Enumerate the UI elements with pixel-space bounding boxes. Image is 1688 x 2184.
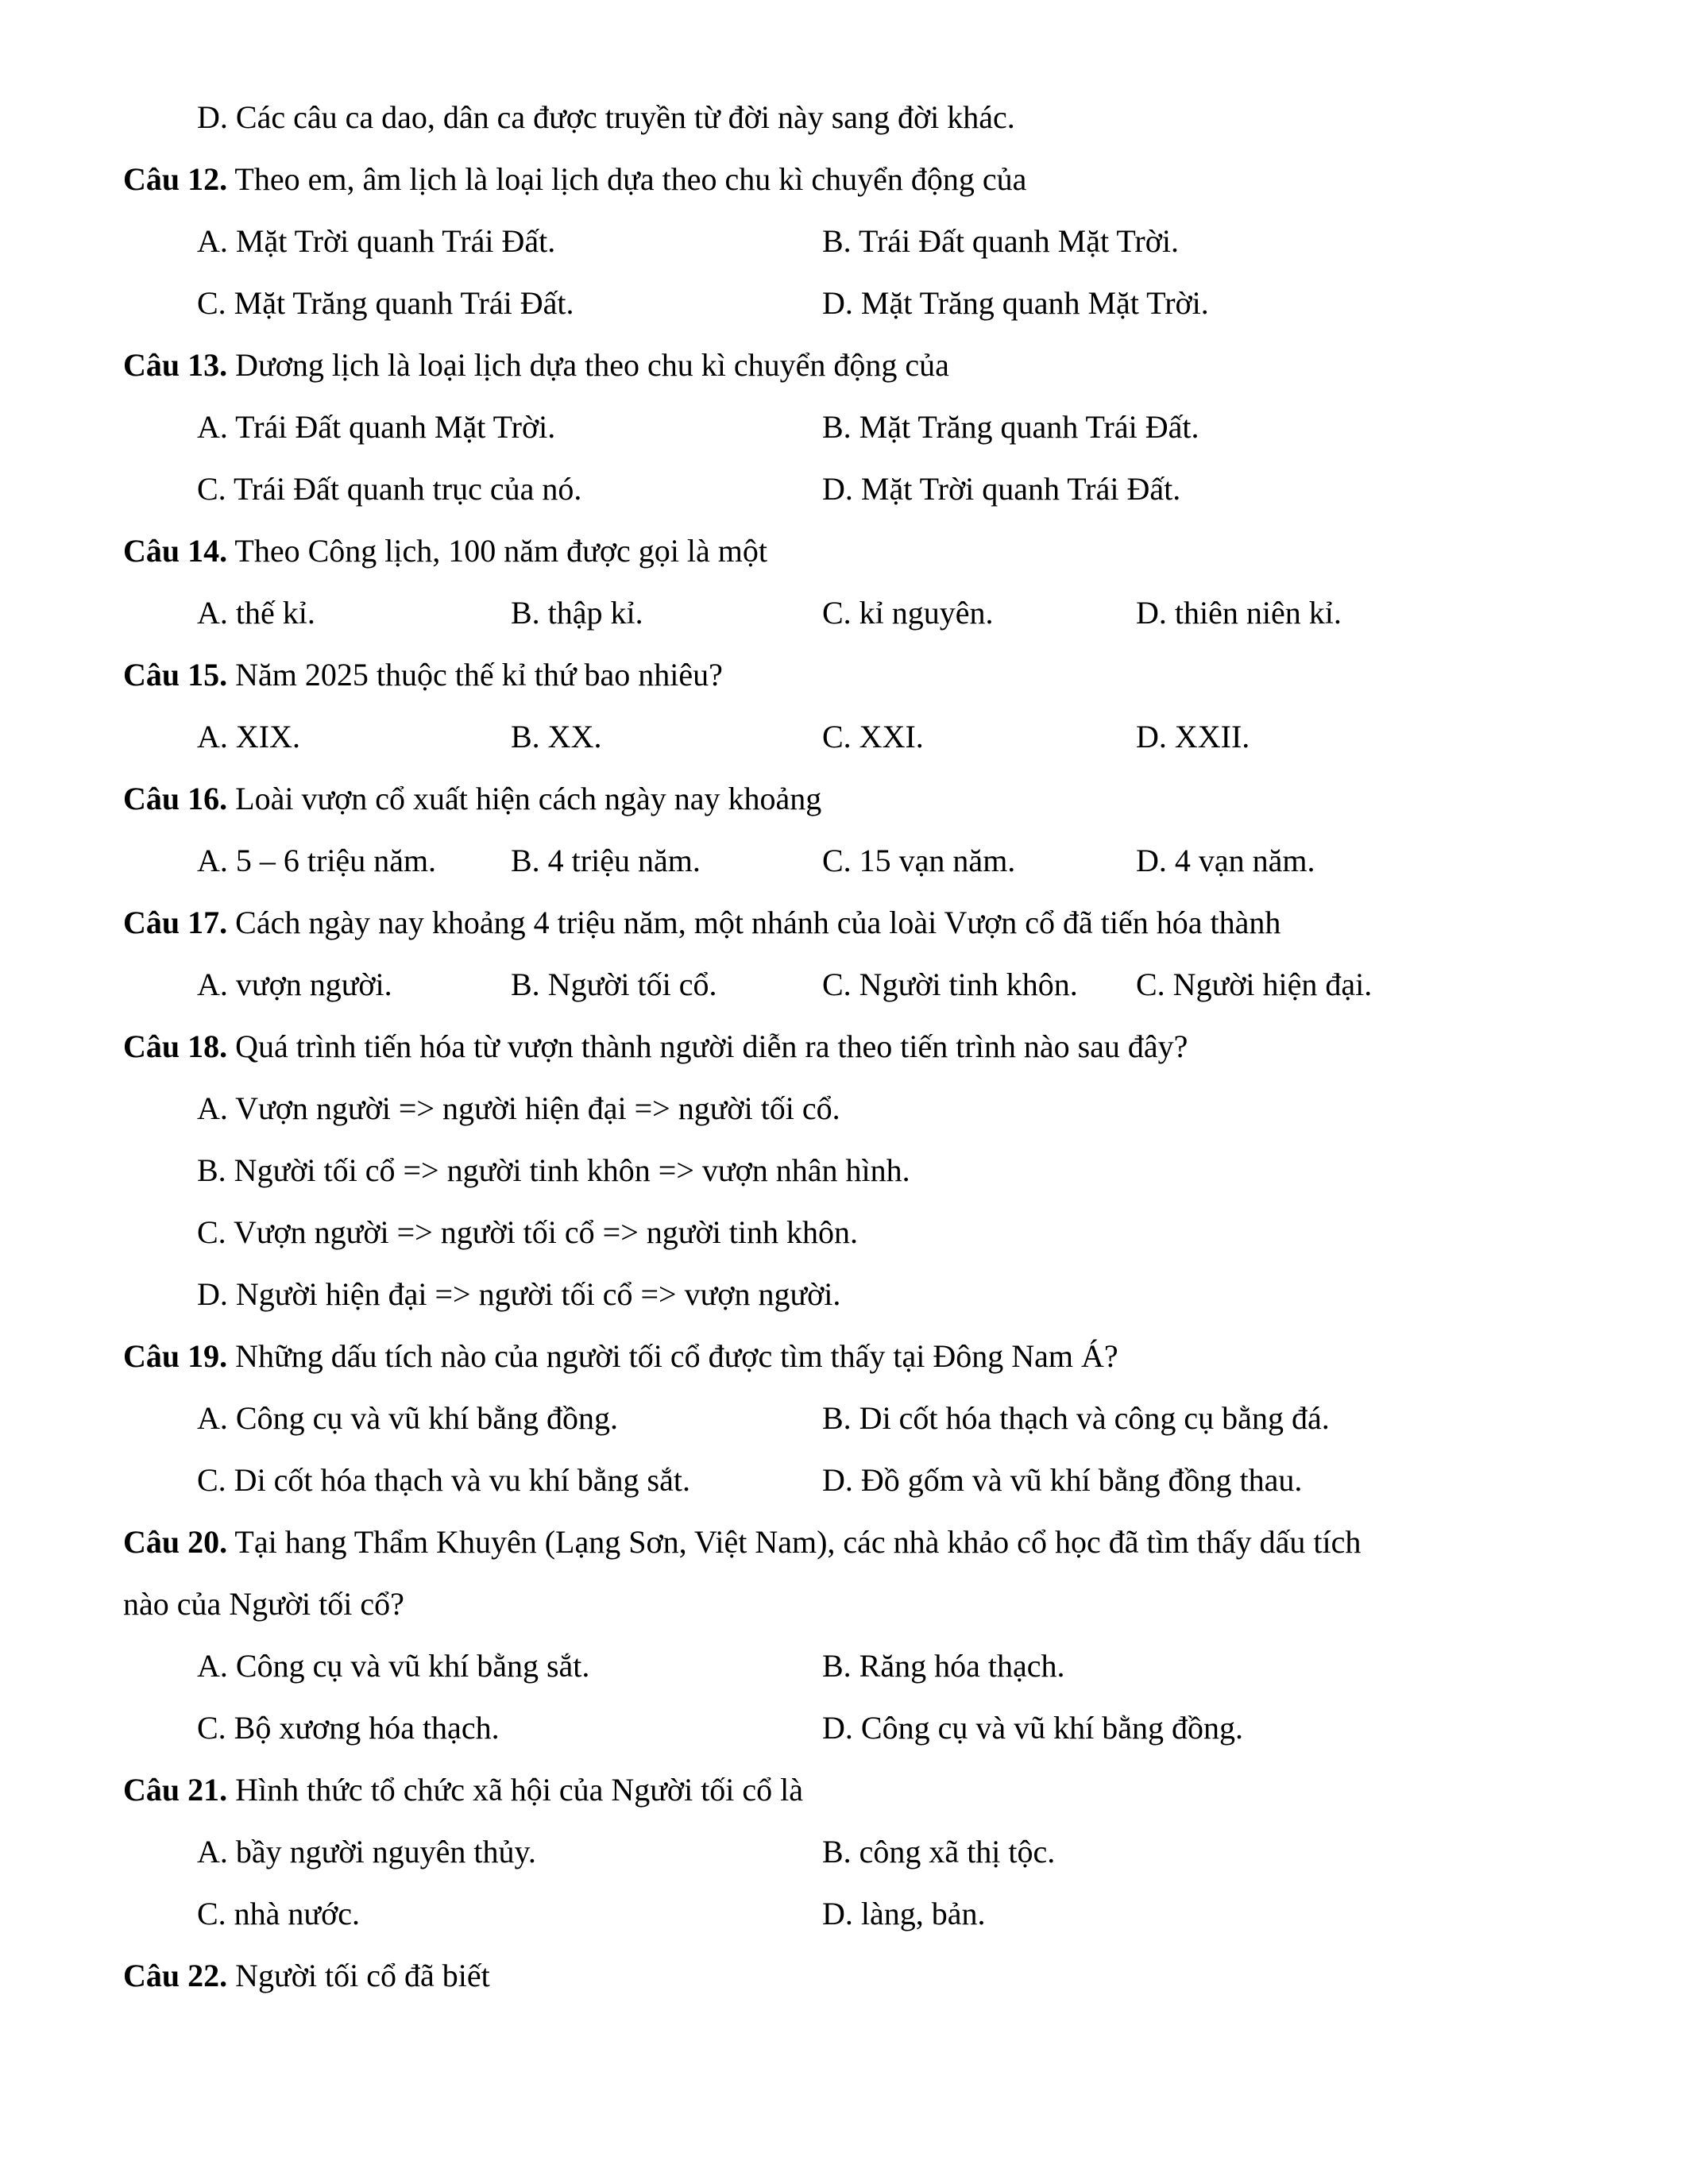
question-text: Hình thức tổ chức xã hội của Người tối cổ là [227, 1772, 804, 1808]
answer-option: D. 4 vạn năm. [1136, 843, 1315, 878]
question-number: Câu 21. [123, 1772, 228, 1808]
question-text: Tại hang Thẩm Khuyên (Lạng Sơn, Việt Nam), các nhà khảo cổ học đã tìm thấy dấu tích [227, 1524, 1362, 1560]
question-number: Câu 14. [123, 533, 228, 569]
answer-option: B. Mặt Trăng quanh Trái Đất. [822, 409, 1199, 445]
question-text: Cách ngày nay khoảng 4 triệu năm, một nhánh của loài Vượn cổ đã tiến hóa thành [227, 905, 1281, 940]
answer-option: D. Người hiện đại => người tối cổ => vượn người. [197, 1276, 841, 1312]
answer-option: D. Đồ gốm và vũ khí bằng đồng thau. [822, 1462, 1303, 1498]
question-stem [123, 901, 1280, 945]
question-number: Câu 13. [123, 347, 228, 383]
answer-option: A. XIX. [197, 719, 300, 754]
question-number: Câu 12. [123, 161, 228, 197]
answer-option: C. Di cốt hóa thạch và vu khí bằng sắt. [197, 1462, 690, 1498]
answer-option: C. kỉ nguyên. [822, 595, 994, 631]
answer-option: C. Người hiện đại. [1136, 967, 1373, 1002]
answer-option: B. Trái Đất quanh Mặt Trời. [822, 223, 1180, 259]
question-stem [123, 1768, 803, 1812]
question-number: Câu 20. [123, 1524, 228, 1560]
question-text: Dương lịch là loại lịch dựa theo chu kì chuyển động của [227, 347, 949, 383]
question-stem [123, 1954, 490, 1998]
question-text: Những dấu tích nào của người tối cổ được tìm thấy tại Đông Nam Á? [227, 1338, 1118, 1374]
answer-option: D. thiên niên kỉ. [1136, 595, 1342, 631]
answer-option: C. 15 vạn năm. [822, 843, 1016, 878]
question-number: Câu 16. [123, 781, 228, 816]
answer-option: C. nhà nước. [197, 1896, 361, 1931]
question-stem [123, 1334, 1118, 1379]
answer-option: D. Mặt Trăng quanh Mặt Trời. [822, 285, 1209, 321]
answer-option: B. XX. [511, 719, 602, 754]
answer-option: B. 4 triệu năm. [511, 843, 701, 878]
answer-option: D. Công cụ và vũ khí bằng đồng. [822, 1710, 1243, 1746]
answer-option: B. Di cốt hóa thạch và công cụ bằng đá. [822, 1400, 1330, 1436]
answer-option: B. Răng hóa thạch. [822, 1648, 1065, 1684]
question-stem [123, 777, 821, 821]
lead-option: D. Các câu ca dao, dân ca được truyền từ đời này sang đời khác. [197, 99, 1015, 135]
answer-option: C. Vượn người => người tối cổ => người tinh khôn. [197, 1214, 858, 1250]
answer-option: A. thế kỉ. [197, 595, 315, 631]
answer-option: A. Công cụ và vũ khí bằng đồng. [197, 1400, 618, 1436]
answer-option: D. Mặt Trời quanh Trái Đất. [822, 471, 1181, 507]
answer-option: C. Trái Đất quanh trục của nó. [197, 471, 582, 507]
question-text: Quá trình tiến hóa từ vượn thành người diễn ra theo tiến trình nào sau đây? [227, 1028, 1188, 1064]
question-text: Loài vượn cổ xuất hiện cách ngày nay khoảng [227, 781, 822, 816]
answer-option: C. Người tinh khôn. [822, 967, 1078, 1002]
answer-option: C. Mặt Trăng quanh Trái Đất. [197, 285, 574, 321]
question-text: Năm 2025 thuộc thế kỉ thứ bao nhiêu? [227, 657, 723, 693]
answer-option: B. Người tối cổ. [511, 967, 717, 1002]
question-number: Câu 19. [123, 1338, 228, 1374]
question-stem [123, 1024, 1188, 1069]
question-stem [123, 343, 949, 388]
answer-option: C. Bộ xương hóa thạch. [197, 1710, 500, 1746]
answer-option: B. Người tối cổ => người tinh khôn => vượn nhân hình. [197, 1152, 910, 1188]
question-text-continued: nào của Người tối cổ? [123, 1586, 404, 1622]
answer-option: D. làng, bản. [822, 1896, 986, 1931]
answer-option: A. Mặt Trời quanh Trái Đất. [197, 223, 556, 259]
answer-option: D. XXII. [1136, 719, 1250, 754]
question-stem [123, 529, 767, 573]
answer-option: A. 5 – 6 triệu năm. [197, 843, 437, 878]
question-number: Câu 22. [123, 1958, 228, 1993]
answer-option: C. XXI. [822, 719, 924, 754]
answer-option: A. bầy người nguyên thủy. [197, 1834, 536, 1870]
question-number: Câu 15. [123, 657, 228, 693]
question-text: Người tối cổ đã biết [227, 1958, 490, 1993]
question-number: Câu 17. [123, 905, 228, 940]
question-stem [123, 1520, 1361, 1565]
question-text: Theo em, âm lịch là loại lịch dựa theo chu kì chuyển động của [227, 161, 1027, 197]
answer-option: B. thập kỉ. [511, 595, 643, 631]
answer-option: B. công xã thị tộc. [822, 1834, 1056, 1870]
answer-option: A. Trái Đất quanh Mặt Trời. [197, 409, 556, 445]
answer-option: A. vượn người. [197, 967, 392, 1002]
question-number: Câu 18. [123, 1028, 228, 1064]
question-text: Theo Công lịch, 100 năm được gọi là một [227, 533, 767, 569]
question-stem [123, 157, 1026, 202]
answer-option: A. Vượn người => người hiện đại => người tối cổ. [197, 1090, 840, 1126]
answer-option: A. Công cụ và vũ khí bằng sắt. [197, 1648, 590, 1684]
question-stem [123, 653, 723, 697]
